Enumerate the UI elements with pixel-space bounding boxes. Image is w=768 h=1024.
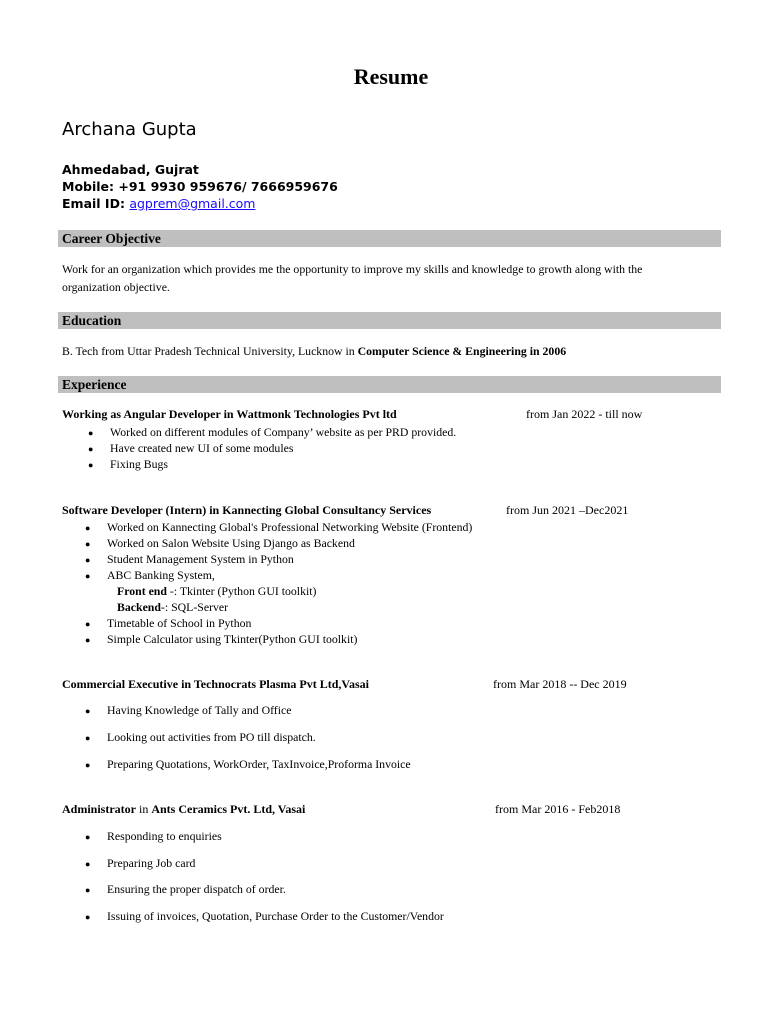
list-item: ● Have created new UI of some modules	[88, 440, 456, 456]
email-label: Email ID:	[62, 196, 125, 211]
job-date: from Mar 2018 -- Dec 2019	[493, 677, 627, 691]
job-date: from Jun 2021 –Dec2021	[506, 503, 629, 517]
list-item: ● Student Management System in Python	[85, 551, 472, 567]
job-title: Working as Angular Developer in Wattmonk Technologies Pvt ltd	[62, 407, 397, 421]
mobile-label: Mobile:	[62, 179, 115, 194]
job-title: Commercial Executive in Technocrats Plasma Pvt Ltd,Vasai	[62, 677, 369, 691]
job-bullets	[85, 823, 444, 929]
list-item: ● ABC Banking System,	[85, 567, 472, 583]
list-item: ● Simple Calculator using Tkinter(Python GUI toolkit)	[85, 631, 472, 647]
education-text	[62, 343, 566, 360]
list-item: ● Worked on Salon Website Using Django as Backend	[85, 535, 472, 551]
mobile-number: +91 9930 959676/ 7666959676	[118, 179, 338, 194]
list-item: ● Having Knowledge of Tally and Office	[85, 697, 411, 724]
list-item: ● Preparing Quotations, WorkOrder, TaxInvoice,Proforma Invoice	[85, 751, 411, 778]
job-date: from Mar 2016 - Feb2018	[495, 802, 621, 816]
list-item: ● Worked on different modules of Company’ website as per PRD provided.	[88, 424, 456, 440]
objective-text-line-1: Work for an organization which provides me the opportunity to improve my skills and knowledge to growth along with the	[62, 262, 643, 276]
address: Ahmedabad, Gujrat	[62, 162, 199, 177]
list-item: ● Preparing Job card	[85, 850, 444, 877]
job-bullets	[88, 424, 456, 472]
section-education: Education	[58, 312, 721, 329]
objective-text-line-2: organization objective.	[62, 280, 170, 294]
job-title: Administrator in Ants Ceramics Pvt. Ltd, Vasai	[62, 802, 306, 816]
email-link[interactable]: agprem@gmail.com	[129, 196, 256, 211]
section-career-objective: Career Objective	[58, 230, 721, 247]
sub-item-backend: Backend-: SQL-Server	[117, 600, 229, 614]
section-experience: Experience	[58, 376, 721, 393]
job-bullets	[85, 519, 472, 647]
job-date: from Jan 2022 - till now	[526, 407, 643, 421]
list-item: ● Responding to enquiries	[85, 823, 444, 850]
list-item: ● Issuing of invoices, Quotation, Purchase Order to the Customer/Vendor	[85, 903, 444, 930]
list-item: ● Ensuring the proper dispatch of order.	[85, 876, 444, 903]
job-title: Software Developer (Intern) in Kannecting Global Consultancy Services	[62, 503, 432, 517]
resume-title: Resume	[353, 64, 429, 89]
education-prefix: B. Tech from Uttar Pradesh Technical University, Lucknow in	[62, 344, 358, 358]
education-field: Computer Science & Engineering in 2006	[357, 344, 567, 358]
sub-item-frontend: Front end -: Tkinter (Python GUI toolkit)	[117, 584, 317, 598]
candidate-name: Archana Gupta	[62, 119, 197, 140]
email-line	[62, 196, 255, 211]
job-bullets	[85, 697, 411, 778]
list-item: ● Timetable of School in Python	[85, 615, 472, 631]
mobile-line	[62, 179, 338, 194]
list-item: ● Looking out activities from PO till dispatch.	[85, 724, 411, 751]
list-item: ● Fixing Bugs	[88, 456, 456, 472]
list-item: ● Worked on Kannecting Global's Professional Networking Website (Frontend)	[85, 519, 472, 535]
